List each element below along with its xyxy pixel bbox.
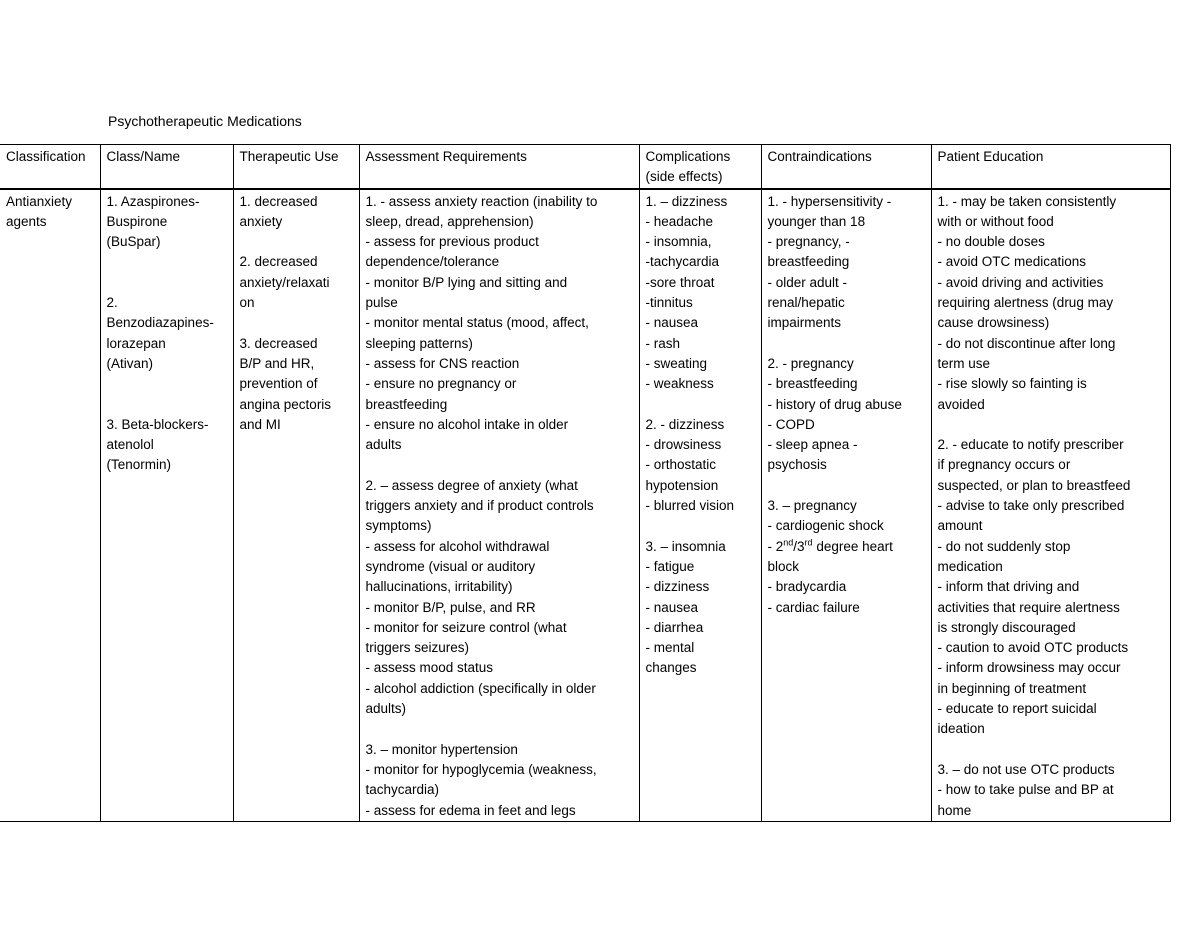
blank-line: [768, 334, 925, 354]
cell-class-name: [100, 189, 233, 822]
cell-complications: [639, 189, 761, 822]
list-item: 1. - may be taken consistently: [937, 193, 1117, 209]
list-item: - rise slowly so fainting is: [937, 376, 1087, 392]
list-item: 3. – monitor hypertension: [365, 741, 518, 757]
degree-text-part: nd: [783, 537, 794, 548]
list-item: -sore throat: [645, 274, 715, 290]
table-header-row: [0, 145, 1170, 189]
list-item: hypotension: [645, 477, 719, 493]
list-item: [768, 537, 925, 557]
list-item: and MI: [239, 416, 281, 432]
list-item: - weakness: [645, 376, 714, 392]
list-item: - headache: [645, 213, 714, 229]
list-item: home: [937, 802, 972, 818]
list-item: requiring alertness (drug may: [937, 295, 1114, 311]
blank-line: [107, 273, 227, 293]
degree-text-part: rd: [804, 537, 813, 548]
list-item: - older adult -: [767, 274, 848, 290]
list-item: adults: [365, 437, 402, 453]
header-contraindications: Contraindications: [761, 145, 931, 189]
list-item: (BuSpar): [106, 234, 161, 250]
list-item: - insomnia,: [645, 234, 712, 250]
table-row: [0, 189, 1170, 822]
blank-line: [240, 313, 353, 333]
list-item: - monitor B/P, pulse, and RR: [365, 599, 536, 615]
list-item: - how to take pulse and BP at: [937, 782, 1114, 798]
list-item: anxiety/relaxati: [239, 274, 330, 290]
list-item: 1. - assess anxiety reaction (inability to: [365, 193, 598, 209]
list-item: younger than 18: [767, 213, 866, 229]
list-item: Buspirone: [106, 213, 168, 229]
list-item: term use: [937, 355, 991, 371]
list-item: - sleep apnea -: [767, 437, 858, 453]
blank-line: [938, 740, 1164, 760]
cell-contraindications: [761, 189, 931, 822]
list-item: 3. decreased: [239, 335, 318, 351]
list-item: - history of drug abuse: [767, 396, 902, 412]
list-item: amount: [937, 518, 983, 534]
list-item: 2. - dizziness: [645, 416, 725, 432]
list-item: renal/hepatic: [767, 295, 845, 311]
list-item: 2. decreased: [239, 254, 318, 270]
list-item: - do not suddenly stop: [937, 538, 1071, 554]
list-item: changes: [645, 660, 697, 676]
header-assessment-requirements: Assessment Requirements: [359, 145, 639, 189]
list-item: - assess mood status: [365, 660, 494, 676]
list-item: in beginning of treatment: [937, 680, 1087, 696]
list-item: - monitor for seizure control (what: [365, 619, 567, 635]
list-item: (Tenormin): [106, 457, 172, 473]
list-item: 1. - hypersensitivity -: [767, 193, 892, 209]
list-item: - assess for alcohol withdrawal: [365, 538, 550, 554]
list-item: - drowsiness: [645, 437, 722, 453]
list-item: if pregnancy occurs or: [937, 457, 1071, 473]
list-item: - cardiogenic shock: [767, 518, 884, 534]
list-item: -tachycardia: [645, 254, 720, 270]
list-item: hallucinations, irritability): [365, 579, 513, 595]
list-item: - blurred vision: [645, 498, 735, 514]
list-item: - do not discontinue after long: [937, 335, 1116, 351]
list-item: - caution to avoid OTC products: [937, 640, 1129, 656]
blank-line: [366, 719, 633, 739]
list-item: - COPD: [767, 416, 815, 432]
document-title: Psychotherapeutic Medications: [108, 113, 302, 129]
list-item: 1. decreased: [239, 193, 318, 209]
list-item: suspected, or plan to breastfeed: [937, 477, 1131, 493]
list-item: activities that require alertness: [937, 599, 1120, 615]
list-item: - avoid driving and activities: [937, 274, 1104, 290]
list-item: - monitor mental status (mood, affect,: [365, 315, 589, 331]
blank-line: [107, 395, 227, 415]
list-item: avoided: [937, 396, 985, 412]
list-item: -tinnitus: [645, 295, 693, 311]
blank-line: [646, 395, 755, 415]
blank-line: [938, 415, 1164, 435]
list-item: - assess for edema in feet and legs: [365, 802, 576, 818]
list-item: ideation: [937, 721, 985, 737]
cell-patient-education: [931, 189, 1170, 822]
list-item: - inform drowsiness may occur: [937, 660, 1121, 676]
list-item: impairments: [767, 315, 842, 331]
list-item: - monitor for hypoglycemia (weakness,: [365, 761, 597, 777]
list-item: 3. – pregnancy: [767, 498, 857, 514]
blank-line: [107, 252, 227, 272]
list-item: angina pectoris: [239, 396, 332, 412]
list-item: symptoms): [365, 518, 432, 534]
list-item: - diarrhea: [645, 619, 704, 635]
list-item: - advise to take only prescribed: [937, 498, 1125, 514]
list-item: medication: [937, 558, 1003, 574]
list-item: 2. - pregnancy: [767, 355, 854, 371]
list-item: 1. – dizziness: [645, 193, 728, 209]
list-item: 2. – assess degree of anxiety (what: [365, 477, 578, 493]
list-item: 3. – do not use OTC products: [937, 761, 1115, 777]
list-item: - ensure no alcohol intake in older: [365, 416, 569, 432]
list-item: (Ativan): [106, 355, 154, 371]
list-item: 3. Beta-blockers-: [106, 416, 209, 432]
list-item: syndrome (visual or auditory: [365, 558, 536, 574]
list-item: on: [239, 295, 255, 311]
list-item: - inform that driving and: [937, 579, 1080, 595]
list-item: 2.: [106, 295, 118, 311]
list-item: sleeping patterns): [365, 335, 473, 351]
header-class-name: Class/Name: [100, 145, 233, 189]
list-item: - no double doses: [937, 234, 1045, 250]
list-item: - alcohol addiction (specifically in older: [365, 680, 596, 696]
list-item: - breastfeeding: [767, 376, 858, 392]
medications-table: [0, 144, 1171, 822]
list-item: pulse: [365, 295, 398, 311]
list-item: 1. Azaspirones-: [106, 193, 200, 209]
list-item: - bradycardia: [767, 579, 847, 595]
list-item: Antianxiety: [6, 193, 73, 209]
blank-line: [107, 374, 227, 394]
list-item: psychosis: [767, 457, 827, 473]
cell-assessment: [359, 189, 639, 822]
list-item: prevention of: [239, 376, 318, 392]
list-item: - nausea: [645, 315, 699, 331]
list-item: adults): [365, 701, 407, 717]
header-complications: Complications (side effects): [639, 145, 761, 189]
list-item: breastfeeding: [767, 254, 850, 270]
list-item: - rash: [645, 335, 681, 351]
list-item: - fatigue: [645, 558, 695, 574]
list-item: - pregnancy, -: [767, 234, 850, 250]
list-item: - cardiac failure: [767, 599, 860, 615]
list-item: triggers seizures): [365, 640, 470, 656]
list-item: anxiety: [239, 213, 283, 229]
header-therapeutic-use: Therapeutic Use: [233, 145, 359, 189]
list-item: lorazepan: [106, 335, 166, 351]
header-classification: Classification: [0, 145, 100, 189]
list-item: with or without food: [937, 213, 1054, 229]
list-item: - nausea: [645, 599, 699, 615]
list-item: 3. – insomnia: [645, 538, 726, 554]
list-item: - monitor B/P lying and sitting and: [365, 274, 568, 290]
blank-line: [768, 476, 925, 496]
list-item: - sweating: [645, 355, 708, 371]
list-item: - orthostatic: [645, 457, 717, 473]
list-item: dependence/tolerance: [365, 254, 500, 270]
list-item: Benzodiazapines-: [106, 315, 214, 331]
list-item: 2. - educate to notify prescriber: [937, 437, 1124, 453]
degree-text-part: /3: [793, 538, 805, 554]
list-item: - educate to report suicidal: [937, 701, 1097, 717]
list-item: agents: [6, 213, 47, 229]
list-item: triggers anxiety and if product controls: [365, 498, 594, 514]
list-item: - ensure no pregnancy or: [365, 376, 517, 392]
list-item: is strongly discouraged: [937, 619, 1076, 635]
header-patient-education: Patient Education: [931, 145, 1170, 189]
list-item: cause drowsiness): [937, 315, 1050, 331]
blank-line: [646, 516, 755, 536]
list-item: atenolol: [106, 437, 154, 453]
list-item: - assess for previous product: [365, 234, 539, 250]
blank-line: [366, 455, 633, 475]
list-item: - assess for CNS reaction: [365, 355, 520, 371]
list-item: block: [767, 558, 800, 574]
list-item: sleep, dread, apprehension): [365, 213, 534, 229]
list-item: tachycardia): [365, 782, 440, 798]
blank-line: [240, 232, 353, 252]
list-item: - dizziness: [645, 579, 710, 595]
list-item: B/P and HR,: [239, 355, 315, 371]
list-item: breastfeeding: [365, 396, 448, 412]
cell-therapeutic-use: [233, 189, 359, 822]
list-item: - mental: [645, 640, 695, 656]
degree-text-part: - 2: [767, 538, 784, 554]
degree-text-part: degree heart: [812, 538, 893, 554]
cell-classification: [0, 189, 100, 822]
list-item: - avoid OTC medications: [937, 254, 1087, 270]
